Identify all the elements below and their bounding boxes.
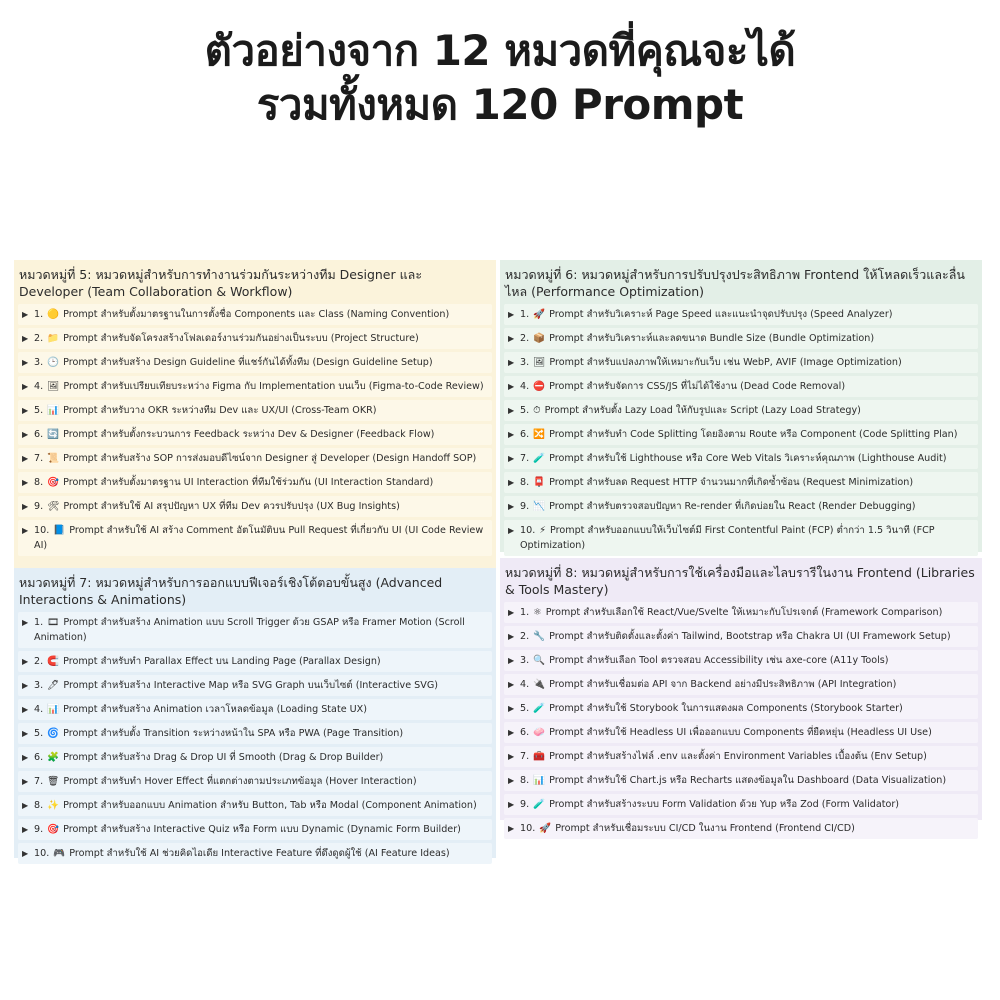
item-number: 3. <box>34 680 44 691</box>
item-label: Prompt สำหรับติดตั้งและตั้งค่า Tailwind, Bootstrap หรือ Chakra UI (UI Framework Setup) <box>549 631 951 642</box>
item-number: 9. <box>34 824 44 835</box>
item-label: Prompt สำหรับเลือกใช้ React/Vue/Svelte ให้เหมาะกับโปรเจกต์ (Framework Comparison) <box>545 607 943 618</box>
list-item[interactable] <box>504 674 978 695</box>
item-text <box>34 307 488 322</box>
item-emoji-icon: 📦 <box>533 333 546 344</box>
list-item[interactable] <box>18 675 492 696</box>
item-number: 1. <box>520 309 530 320</box>
item-emoji-icon: 🖊 <box>47 680 60 691</box>
item-number: 1. <box>34 617 44 628</box>
toggle-triangle-icon[interactable]: ▶ <box>22 753 29 762</box>
list-item[interactable] <box>504 650 978 671</box>
item-label: Prompt สำหรับออกแบบให้เว็บไซต์มี First Contentful Paint (FCP) ต่ำกว่า 1.5 วินาที (FCP Optimization) <box>520 525 935 551</box>
toggle-triangle-icon[interactable]: ▶ <box>508 752 515 761</box>
item-number: 2. <box>520 631 530 642</box>
item-text <box>34 355 488 370</box>
item-label: Prompt สำหรับทำ Code Splitting โดยอิงตาม Route หรือ Component (Code Splitting Plan) <box>549 429 958 440</box>
list-item[interactable] <box>504 352 978 373</box>
toggle-triangle-icon[interactable]: ▶ <box>22 358 29 367</box>
item-emoji-icon: 🕒 <box>47 357 60 368</box>
item-number: 6. <box>34 429 44 440</box>
item-text <box>520 773 974 788</box>
list-item[interactable] <box>18 819 492 840</box>
item-text <box>520 653 974 668</box>
item-text <box>520 797 974 812</box>
item-label: Prompt สำหรับเชื่อมต่อ API จาก Backend อย่างมีประสิทธิภาพ (API Integration) <box>549 679 897 690</box>
item-emoji-icon: 🔌 <box>533 679 546 690</box>
item-text <box>34 427 488 442</box>
item-label: Prompt สำหรับสร้าง Design Guideline ที่แชร์กันได้ทั้งทีม (Design Guideline Setup) <box>63 357 433 368</box>
list-item[interactable] <box>18 328 492 349</box>
item-text <box>520 701 974 716</box>
toggle-triangle-icon[interactable]: ▶ <box>508 310 515 319</box>
item-label: Prompt สำหรับตั้งมาตรฐาน UI Interaction ที่ทีมใช้ร่วมกัน (UI Interaction Standard) <box>63 477 434 488</box>
item-label: Prompt สำหรับใช้ Lighthouse หรือ Core Web Vitals วิเคราะห์คุณภาพ (Lighthouse Audit) <box>549 453 947 464</box>
item-text <box>34 654 488 669</box>
item-text <box>34 331 488 346</box>
toggle-triangle-icon[interactable]: ▶ <box>508 800 515 809</box>
item-text <box>34 475 488 490</box>
item-text <box>520 427 974 442</box>
item-text <box>520 499 974 514</box>
item-emoji-icon: 🧰 <box>533 751 546 762</box>
item-label: Prompt สำหรับใช้ Storybook ในการแสดงผล Components (Storybook Starter) <box>549 703 903 714</box>
item-text <box>34 379 488 394</box>
item-emoji-icon: 🖼 <box>47 381 60 392</box>
item-emoji-icon: 🔍 <box>533 655 546 666</box>
item-number: 1. <box>34 309 44 320</box>
item-label: Prompt สำหรับวิเคราะห์ Page Speed และแนะนำจุดปรับปรุง (Speed Analyzer) <box>549 309 893 320</box>
list-item[interactable] <box>18 699 492 720</box>
item-label: Prompt สำหรับสร้าง SOP การส่งมอบดีไซน์จาก Designer สู่ Developer (Design Handoff SOP) <box>63 453 477 464</box>
section-list <box>504 304 978 556</box>
toggle-triangle-icon[interactable]: ▶ <box>22 777 29 786</box>
section-title: หมวดหมู่ที่ 8: หมวดหมู่สำหรับการใช้เครื่องมือและไลบรารีในงาน Frontend (Libraries & Tools Mastery) <box>505 565 975 597</box>
item-text <box>34 451 488 466</box>
toggle-triangle-icon[interactable]: ▶ <box>22 502 29 511</box>
item-number: 9. <box>34 501 44 512</box>
item-text <box>34 726 488 741</box>
item-text <box>34 615 488 645</box>
item-number: 3. <box>520 655 530 666</box>
item-label: Prompt สำหรับสร้างระบบ Form Validation ด้วย Yup หรือ Zod (Form Validator) <box>549 799 900 810</box>
item-text <box>520 451 974 466</box>
item-text <box>520 749 974 764</box>
item-number: 5. <box>34 405 44 416</box>
item-text <box>34 523 488 553</box>
toggle-triangle-icon[interactable]: ▶ <box>22 681 29 690</box>
list-item[interactable] <box>504 472 978 493</box>
section-list <box>18 612 492 864</box>
item-label: Prompt สำหรับตั้ง Transition ระหว่างหน้าใน SPA หรือ PWA (Page Transition) <box>63 728 404 739</box>
item-number: 4. <box>520 381 530 392</box>
toggle-triangle-icon[interactable]: ▶ <box>22 406 29 415</box>
item-number: 1. <box>520 607 530 618</box>
toggle-triangle-icon[interactable]: ▶ <box>508 406 515 415</box>
item-label: Prompt สำหรับตั้งมาตรฐานในการตั้งชื่อ Components และ Class (Naming Convention) <box>63 309 450 320</box>
item-emoji-icon: 📁 <box>47 333 60 344</box>
item-label: Prompt สำหรับสร้าง Drag & Drop UI ที่ Smooth (Drag & Drop Builder) <box>63 752 384 763</box>
item-number: 4. <box>520 679 530 690</box>
item-text <box>34 702 488 717</box>
item-number: 6. <box>520 429 530 440</box>
item-emoji-icon: 🔀 <box>533 429 546 440</box>
list-item[interactable] <box>504 304 978 325</box>
item-text <box>520 725 974 740</box>
item-text <box>520 379 974 394</box>
toggle-triangle-icon[interactable]: ▶ <box>508 728 515 737</box>
item-text <box>34 774 488 789</box>
item-emoji-icon: 📘 <box>53 525 66 536</box>
list-item[interactable] <box>18 723 492 744</box>
item-emoji-icon: 🎯 <box>47 824 60 835</box>
item-text <box>34 750 488 765</box>
item-number: 4. <box>34 704 44 715</box>
headline-line-1: ตัวอย่างจาก 12 หมวดที่คุณจะได้ <box>204 26 796 75</box>
item-text <box>34 499 488 514</box>
section-card-7 <box>14 568 496 858</box>
item-label: Prompt สำหรับสร้าง Animation แบบ Scroll Trigger ด้วย GSAP หรือ Framer Motion (Scroll Animation) <box>34 617 465 643</box>
item-emoji-icon: ⚡ <box>539 525 547 536</box>
toggle-triangle-icon[interactable]: ▶ <box>508 704 515 713</box>
item-label: Prompt สำหรับใช้ AI สร้าง Comment อัตโนมัติบน Pull Request ที่เกี่ยวกับ UI (UI Code Review AI) <box>34 525 484 551</box>
item-emoji-icon: 📜 <box>47 453 60 464</box>
item-emoji-icon: 🎯 <box>47 477 60 488</box>
item-label: Prompt สำหรับใช้ Headless UI เพื่อออกแบบ Components ที่ยืดหยุ่น (Headless UI Use) <box>549 727 932 738</box>
list-item[interactable] <box>504 626 978 647</box>
item-label: Prompt สำหรับตั้งกระบวนการ Feedback ระหว่าง Dev & Designer (Feedback Flow) <box>63 429 435 440</box>
section-card-5 <box>14 260 496 568</box>
list-item[interactable] <box>18 747 492 768</box>
item-label: Prompt สำหรับทำ Parallax Effect บน Landing Page (Parallax Design) <box>63 656 381 667</box>
list-item[interactable] <box>18 424 492 445</box>
item-number: 9. <box>520 799 530 810</box>
item-number: 10. <box>520 823 536 834</box>
item-label: Prompt สำหรับทำ Hover Effect ที่แตกต่างตามประเภทข้อมูล (Hover Interaction) <box>63 776 417 787</box>
item-label: Prompt สำหรับสร้าง Interactive Map หรือ SVG Graph บนเว็บไซต์ (Interactive SVG) <box>63 680 438 691</box>
list-item[interactable] <box>18 651 492 672</box>
list-item[interactable] <box>504 698 978 719</box>
item-number: 6. <box>520 727 530 738</box>
toggle-triangle-icon[interactable]: ▶ <box>508 526 515 535</box>
toggle-triangle-icon[interactable]: ▶ <box>22 729 29 738</box>
list-item[interactable] <box>18 304 492 325</box>
list-item[interactable] <box>18 352 492 373</box>
toggle-triangle-icon[interactable]: ▶ <box>22 310 29 319</box>
toggle-triangle-icon[interactable]: ▶ <box>508 382 515 391</box>
toggle-triangle-icon[interactable]: ▶ <box>508 334 515 343</box>
list-item[interactable] <box>504 602 978 623</box>
item-label: Prompt สำหรับสร้าง Interactive Quiz หรือ Form แบบ Dynamic (Dynamic Form Builder) <box>63 824 461 835</box>
item-emoji-icon: 📊 <box>47 405 60 416</box>
section-title: หมวดหมู่ที่ 5: หมวดหมู่สำหรับการทำงานร่วมกันระหว่างทีม Designer และ Developer (Team Collaboration & Workflow) <box>19 267 423 299</box>
toggle-triangle-icon[interactable]: ▶ <box>22 705 29 714</box>
item-text <box>520 523 974 553</box>
item-number: 7. <box>520 751 530 762</box>
item-number: 4. <box>34 381 44 392</box>
item-text <box>520 307 974 322</box>
item-label: Prompt สำหรับวิเคราะห์และลดขนาด Bundle Size (Bundle Optimization) <box>549 333 875 344</box>
item-emoji-icon: 🧪 <box>533 453 546 464</box>
item-emoji-icon: ⚛ <box>533 607 542 618</box>
toggle-triangle-icon[interactable]: ▶ <box>508 776 515 785</box>
list-item[interactable] <box>504 424 978 445</box>
item-emoji-icon: 🔄 <box>47 429 60 440</box>
list-item[interactable] <box>18 612 492 648</box>
item-label: Prompt สำหรับลด Request HTTP จำนวนมากที่เกิดซ้ำซ้อน (Request Minimization) <box>549 477 914 488</box>
headline-line-2: รวมทั้งหมด 120 Prompt <box>256 80 744 129</box>
section-title: หมวดหมู่ที่ 7: หมวดหมู่สำหรับการออกแบบฟีเจอร์เชิงโต้ตอบขั้นสูง (Advanced Interactions & Animations) <box>19 575 443 607</box>
toggle-triangle-icon[interactable]: ▶ <box>508 430 515 439</box>
toggle-triangle-icon[interactable]: ▶ <box>508 824 515 833</box>
list-item[interactable] <box>504 520 978 556</box>
list-item[interactable] <box>504 770 978 791</box>
item-text <box>34 798 488 813</box>
item-number: 2. <box>34 333 44 344</box>
item-number: 8. <box>34 477 44 488</box>
toggle-triangle-icon[interactable]: ▶ <box>508 358 515 367</box>
item-number: 5. <box>520 405 530 416</box>
item-label: Prompt สำหรับออกแบบ Animation สำหรับ Button, Tab หรือ Modal (Component Animation) <box>63 800 477 811</box>
toggle-triangle-icon[interactable]: ▶ <box>22 334 29 343</box>
item-emoji-icon: 🧩 <box>47 752 60 763</box>
item-label: Prompt สำหรับจัดโครงสร้างโฟลเดอร์งานร่วมกันอย่างเป็นระบบ (Project Structure) <box>63 333 419 344</box>
item-label: Prompt สำหรับใช้ AI สรุปปัญหา UX ที่ทีม Dev ควรปรับปรุง (UX Bug Insights) <box>63 501 400 512</box>
item-emoji-icon: 📉 <box>533 501 546 512</box>
item-number: 7. <box>34 453 44 464</box>
item-number: 8. <box>520 477 530 488</box>
list-item[interactable] <box>18 472 492 493</box>
item-label: Prompt สำหรับเลือก Tool ตรวจสอบ Accessibility เช่น axe-core (A11y Tools) <box>549 655 889 666</box>
list-item[interactable] <box>18 520 492 556</box>
item-label: Prompt สำหรับตรวจสอบปัญหา Re-render ที่เกิดบ่อยใน React (Render Debugging) <box>549 501 916 512</box>
toggle-triangle-icon[interactable]: ▶ <box>508 608 515 617</box>
list-item[interactable] <box>504 376 978 397</box>
list-item[interactable] <box>504 448 978 469</box>
list-item[interactable] <box>504 400 978 421</box>
item-label: Prompt สำหรับตั้ง Lazy Load ให้กับรูปและ Script (Lazy Load Strategy) <box>544 405 861 416</box>
item-text <box>520 331 974 346</box>
item-emoji-icon: 📊 <box>47 704 60 715</box>
item-emoji-icon: 🛠 <box>47 501 60 512</box>
toggle-triangle-icon[interactable]: ▶ <box>508 502 515 511</box>
item-emoji-icon: 🚀 <box>533 309 546 320</box>
toggle-triangle-icon[interactable]: ▶ <box>508 680 515 689</box>
toggle-triangle-icon[interactable]: ▶ <box>22 618 29 627</box>
toggle-triangle-icon[interactable]: ▶ <box>508 632 515 641</box>
item-text <box>520 605 974 620</box>
item-number: 8. <box>34 800 44 811</box>
item-emoji-icon: 🟡 <box>47 309 60 320</box>
section-card-8 <box>500 558 982 834</box>
item-number: 8. <box>520 775 530 786</box>
item-emoji-icon: 🖼 <box>533 357 546 368</box>
toggle-triangle-icon[interactable]: ▶ <box>22 454 29 463</box>
item-number: 9. <box>520 501 530 512</box>
item-emoji-icon: ⛔ <box>533 381 546 392</box>
item-text <box>34 822 488 837</box>
item-emoji-icon: 📊 <box>533 775 546 786</box>
item-text <box>520 629 974 644</box>
item-number: 10. <box>34 848 50 859</box>
list-item[interactable] <box>504 746 978 767</box>
item-label: Prompt สำหรับใช้ Chart.js หรือ Recharts แสดงข้อมูลใน Dashboard (Data Visualization) <box>549 775 947 786</box>
item-number: 2. <box>34 656 44 667</box>
item-number: 10. <box>34 525 50 536</box>
item-text <box>520 677 974 692</box>
item-emoji-icon: 🎞 <box>47 617 60 628</box>
item-number: 5. <box>34 728 44 739</box>
item-emoji-icon: 🧲 <box>47 656 60 667</box>
list-item[interactable] <box>18 448 492 469</box>
toggle-triangle-icon[interactable]: ▶ <box>22 382 29 391</box>
item-label: Prompt สำหรับวาง OKR ระหว่างทีม Dev และ UX/UI (Cross-Team OKR) <box>63 405 377 416</box>
toggle-triangle-icon[interactable]: ▶ <box>22 430 29 439</box>
page-headline <box>0 24 1000 132</box>
list-item[interactable] <box>18 771 492 792</box>
list-item[interactable] <box>504 496 978 517</box>
item-label: Prompt สำหรับสร้างไฟล์ .env และตั้งค่า Environment Variables เบื้องต้น (Env Setup) <box>549 751 927 762</box>
section-title: หมวดหมู่ที่ 6: หมวดหมู่สำหรับการปรับปรุงประสิทธิภาพ Frontend ให้โหลดเร็วและลื่นไหล (Performance Optimization) <box>505 267 965 299</box>
item-emoji-icon: ✨ <box>47 800 60 811</box>
toggle-triangle-icon[interactable]: ▶ <box>22 825 29 834</box>
item-label: Prompt สำหรับเปรียบเทียบระหว่าง Figma กับ Implementation บนเว็บ (Figma-to-Code Review) <box>63 381 484 392</box>
item-number: 7. <box>520 453 530 464</box>
list-item[interactable] <box>504 794 978 815</box>
item-text <box>34 678 488 693</box>
toggle-triangle-icon[interactable]: ▶ <box>22 801 29 810</box>
item-emoji-icon: 🧪 <box>533 799 546 810</box>
list-item[interactable] <box>504 328 978 349</box>
toggle-triangle-icon[interactable]: ▶ <box>22 526 29 535</box>
toggle-triangle-icon[interactable]: ▶ <box>508 454 515 463</box>
item-label: Prompt สำหรับเชื่อมระบบ CI/CD ในงาน Frontend (Frontend CI/CD) <box>555 823 855 834</box>
item-number: 3. <box>520 357 530 368</box>
toggle-triangle-icon[interactable]: ▶ <box>22 478 29 487</box>
item-emoji-icon: 📮 <box>533 477 546 488</box>
item-emoji-icon: 🎮 <box>53 848 66 859</box>
item-label: Prompt สำหรับแปลงภาพให้เหมาะกับเว็บ เช่น WebP, AVIF (Image Optimization) <box>549 357 902 368</box>
section-list <box>18 304 492 556</box>
item-emoji-icon: 🌀 <box>47 728 60 739</box>
list-item[interactable] <box>504 818 978 839</box>
list-item[interactable] <box>18 400 492 421</box>
item-number: 10. <box>520 525 536 536</box>
item-label: Prompt สำหรับสร้าง Animation เวลาโหลดข้อมูล (Loading State UX) <box>63 704 367 715</box>
item-number: 7. <box>34 776 44 787</box>
item-emoji-icon: 🚀 <box>539 823 552 834</box>
item-label: Prompt สำหรับจัดการ CSS/JS ที่ไม่ได้ใช้งาน (Dead Code Removal) <box>549 381 846 392</box>
item-text <box>520 821 974 836</box>
item-number: 5. <box>520 703 530 714</box>
list-item[interactable] <box>18 376 492 397</box>
item-emoji-icon: 🧼 <box>533 727 546 738</box>
list-item[interactable] <box>18 496 492 517</box>
list-item[interactable] <box>18 843 492 864</box>
item-text <box>520 475 974 490</box>
toggle-triangle-icon[interactable]: ▶ <box>508 656 515 665</box>
item-emoji-icon: ⏱ <box>533 405 541 416</box>
list-item[interactable] <box>18 795 492 816</box>
item-text <box>520 403 974 418</box>
item-number: 3. <box>34 357 44 368</box>
item-text <box>34 403 488 418</box>
toggle-triangle-icon[interactable]: ▶ <box>22 849 29 858</box>
item-text <box>520 355 974 370</box>
item-label: Prompt สำหรับใช้ AI ช่วยคิดไอเดีย Interactive Feature ที่ดึงดูดผู้ใช้ (AI Feature Ideas) <box>69 848 450 859</box>
item-number: 6. <box>34 752 44 763</box>
toggle-triangle-icon[interactable]: ▶ <box>508 478 515 487</box>
toggle-triangle-icon[interactable]: ▶ <box>22 657 29 666</box>
item-number: 2. <box>520 333 530 344</box>
item-emoji-icon: 🧪 <box>533 703 546 714</box>
section-card-6 <box>500 260 982 552</box>
item-text <box>34 846 488 861</box>
item-emoji-icon: 🔧 <box>533 631 546 642</box>
section-list <box>504 602 978 839</box>
item-emoji-icon: 🗑 <box>47 776 60 787</box>
list-item[interactable] <box>504 722 978 743</box>
